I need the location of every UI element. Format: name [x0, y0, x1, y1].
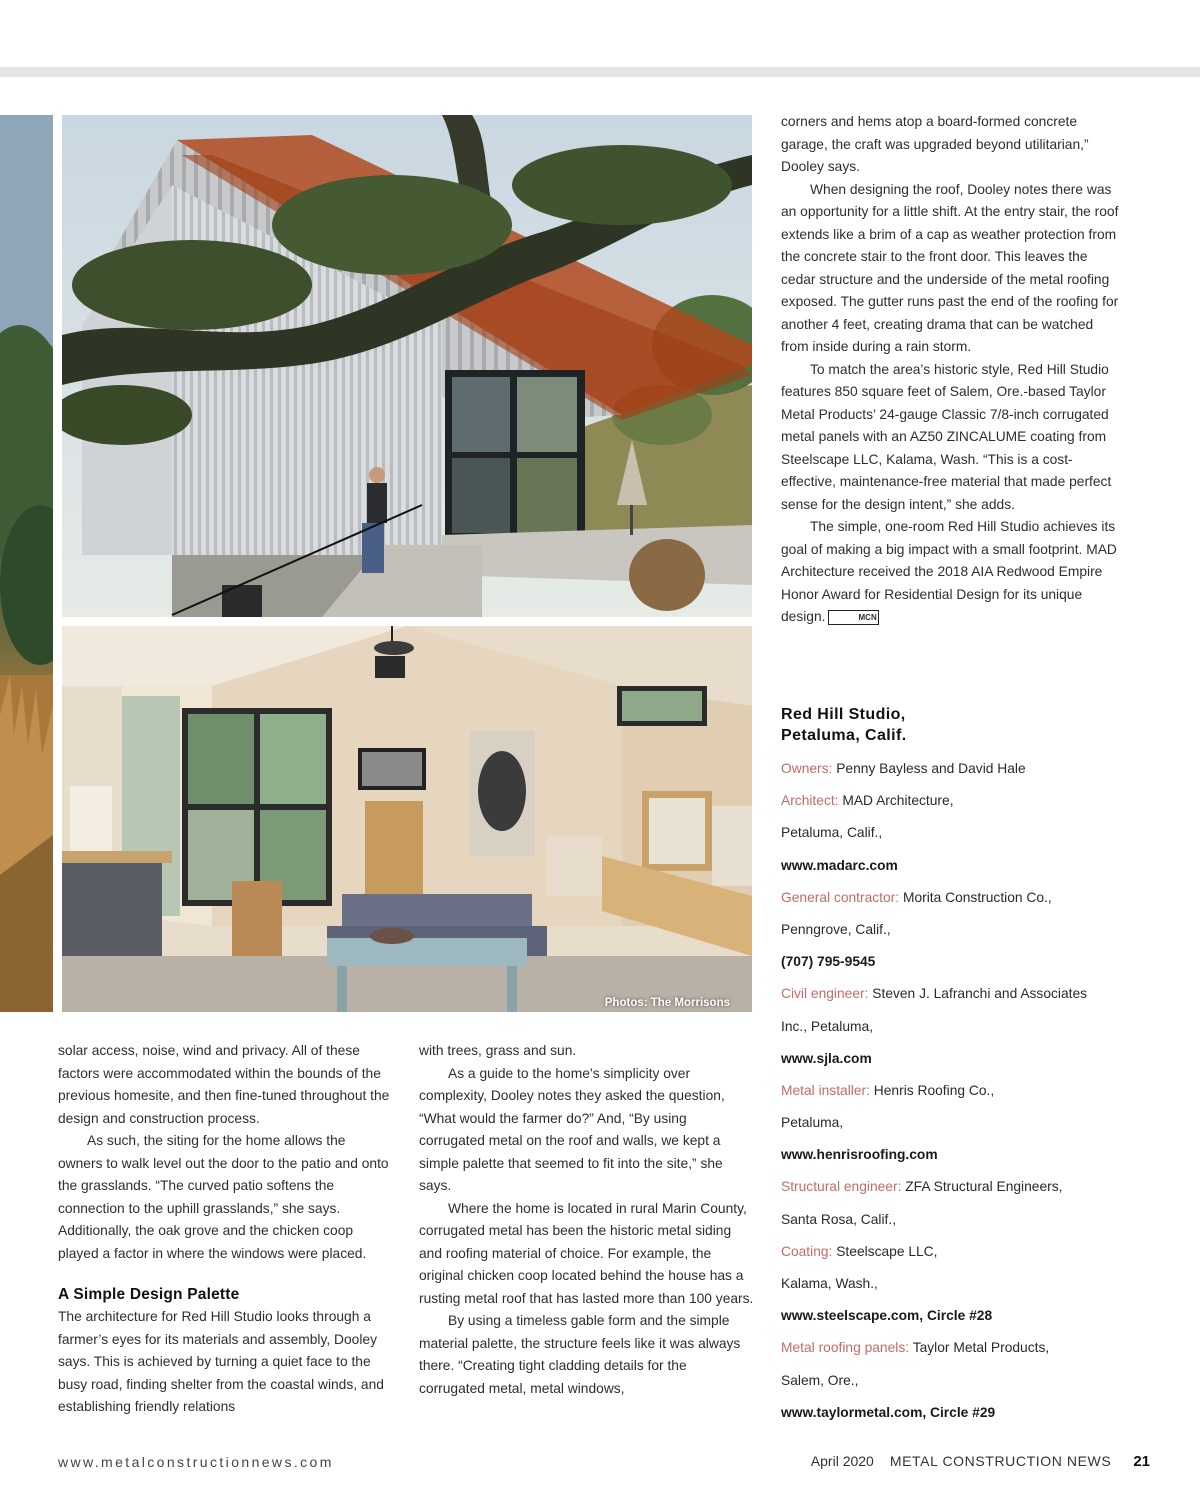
credit-label: Coating: [781, 1243, 833, 1259]
credit-line [781, 790, 1141, 822]
exterior-studio-photo [62, 115, 752, 617]
credit-label: Metal installer: [781, 1082, 870, 1098]
credit-contact: (707) 795-9545 [781, 954, 876, 970]
left-text-column [58, 1040, 393, 1419]
credit-value: Penny Bayless and David Hale [836, 761, 1026, 776]
credit-contact: www.steelscape.com, Circle #28 [781, 1308, 993, 1324]
footer-folio [811, 1453, 1150, 1470]
credit-line [781, 887, 1141, 919]
end-mark: MCN [828, 610, 879, 625]
footer-website: www.metalconstructionnews.com [58, 1454, 334, 1470]
paragraph: corners and hems atop a board-formed concrete garage, the craft was upgraded beyond utilitarian,” Dooley says. [781, 114, 1089, 174]
credit-contact: www.sjla.com [781, 1050, 872, 1066]
credit-line [781, 822, 1141, 854]
credit-value: Steelscape LLC, [836, 1243, 938, 1259]
credit-line [781, 1016, 1141, 1048]
credit-label: Civil engineer: [781, 986, 869, 1002]
credit-line [781, 1337, 1141, 1369]
credit-value: Steven J. Lafranchi and Associates [872, 986, 1088, 1002]
credit-line [781, 1144, 1141, 1176]
credit-value: Taylor Metal Products, [912, 1340, 1050, 1356]
credit-value: Salem, Ore., [781, 1372, 859, 1388]
credit-value: Morita Construction Co., [902, 889, 1052, 905]
credit-line [781, 1048, 1141, 1080]
section-subhead: A Simple Design Palette [58, 1286, 240, 1303]
credit-line [781, 1370, 1141, 1402]
paragraph-text: The simple, one-room Red Hill Studio achieves its goal of making a big impact with a small footprint. MAD Architecture received the 2018 AIA Redwood Empire Honor Award for Residential Design for its unique design. [781, 519, 1117, 624]
publication-name: METAL CONSTRUCTION NEWS [889, 1453, 1112, 1469]
credit-line [781, 1112, 1141, 1144]
credit-value: Penngrove, Calif., [781, 921, 891, 937]
credit-label: Structural engineer: [781, 1179, 902, 1195]
paragraph: By using a timeless gable form and the simple material palette, the structure feels like it was always there. “Creating tight cladding details for the corrugated metal, metal windows, [419, 1313, 741, 1396]
credit-value: Kalama, Wash., [781, 1276, 878, 1291]
paragraph [781, 516, 1121, 629]
paragraph: solar access, noise, wind and privacy. All of these factors were accommodated within the bounds of the previous homesite, and then fine-tuned throughout the design and construction process. [58, 1043, 390, 1126]
credit-label: Owners: [781, 761, 833, 776]
credit-label: Metal roofing panels: [781, 1340, 910, 1356]
credit-value: Petaluma, [781, 1115, 844, 1131]
paragraph: As such, the siting for the home allows the owners to walk level out the door to the patio and onto the grasslands. “The curved patio softens the connection to the uphill grasslands,” she says. Additionally, the oak grove and the chicken coop played a factor in where the windows were placed. [58, 1133, 389, 1261]
page-number: 21 [1133, 1453, 1150, 1470]
credit-line [781, 1176, 1141, 1208]
credit-value: Santa Rosa, Calif., [781, 1211, 897, 1227]
project-location: Petaluma, Calif. [781, 727, 907, 744]
credit-contact: www.henrisroofing.com [781, 1147, 938, 1163]
project-name: Red Hill Studio, [781, 706, 906, 723]
middle-text-column [419, 1040, 754, 1400]
paragraph: The architecture for Red Hill Studio looks through a farmer’s eyes for its materials and assembly, Dooley says. This is achieved by turning a quiet face to the busy road, finding shelter from the coastal winds, and establishing friendly relations [58, 1309, 384, 1414]
credit-line [781, 919, 1141, 951]
photo-credit: Photos: The Morrisons [604, 997, 730, 1009]
credit-line [781, 758, 1141, 790]
credit-line [781, 855, 1141, 887]
paragraph: with trees, grass and sun. [419, 1043, 577, 1058]
credit-line [781, 1273, 1141, 1305]
top-divider-bar [0, 67, 1200, 77]
credit-line [781, 983, 1141, 1015]
credit-value: ZFA Structural Engineers, [905, 1179, 1063, 1195]
credit-line [781, 1241, 1141, 1273]
project-info-title [781, 704, 1121, 746]
interior-studio-photo [62, 626, 752, 1012]
credit-label: Architect: [781, 793, 839, 809]
project-credits-list [781, 758, 1141, 1434]
paragraph: When designing the roof, Dooley notes there was an opportunity for a little shift. At the entry stair, the roof extends like a brim of a cap as weather protection from the concrete stair to the front door. This leaves the cedar structure and the underside of the metal roofing exposed. The gutter runs past the end of the roofing for another 4 feet, creating drama that can be watched from inside during a rain storm. [781, 181, 1119, 354]
credit-line [781, 951, 1141, 983]
paragraph: To match the area’s historic style, Red Hill Studio features 850 square feet of Salem, Ore.-based Taylor Metal Products’ 24-gauge Classic 7/8-inch corrugated metal panels with an AZ50 ZINCALUME coating from Steelscape LLC, Kalama, Wash. “This is a cost-effective, maintenance-free material that made perfect sense for the design intent,” she adds. [781, 361, 1112, 512]
credit-value: Petaluma, Calif., [781, 825, 883, 841]
credit-line [781, 1080, 1141, 1112]
paragraph: Where the home is located in rural Marin County, corrugated metal has been the historic metal siding and roofing material of choice. For example, the original chicken coop located behind the house has a rusting metal roof that has lasted more than 100 years. [419, 1200, 754, 1306]
paragraph: As a guide to the home’s simplicity over complexity, Dooley notes they asked the question, “What would the farmer do?” And, “By using corrugated metal on the roof and walls, we kept a simple palette that seemed to fit into the site,” she says. [419, 1065, 725, 1193]
credit-line [781, 1305, 1141, 1337]
credit-contact: www.taylormetal.com, Circle #29 [781, 1404, 996, 1420]
credit-label: General contractor: [781, 889, 900, 905]
credit-value: Inc., Petaluma, [781, 1018, 874, 1034]
issue-date: April 2020 [810, 1453, 874, 1469]
credit-contact: www.madarc.com [781, 857, 898, 873]
credit-line [781, 1209, 1141, 1241]
credit-value: Henris Roofing Co., [873, 1082, 995, 1098]
left-edge-photo [0, 115, 53, 1012]
right-text-column [781, 111, 1121, 629]
credit-value: MAD Architecture, [842, 793, 954, 809]
credit-line [781, 1402, 1141, 1434]
